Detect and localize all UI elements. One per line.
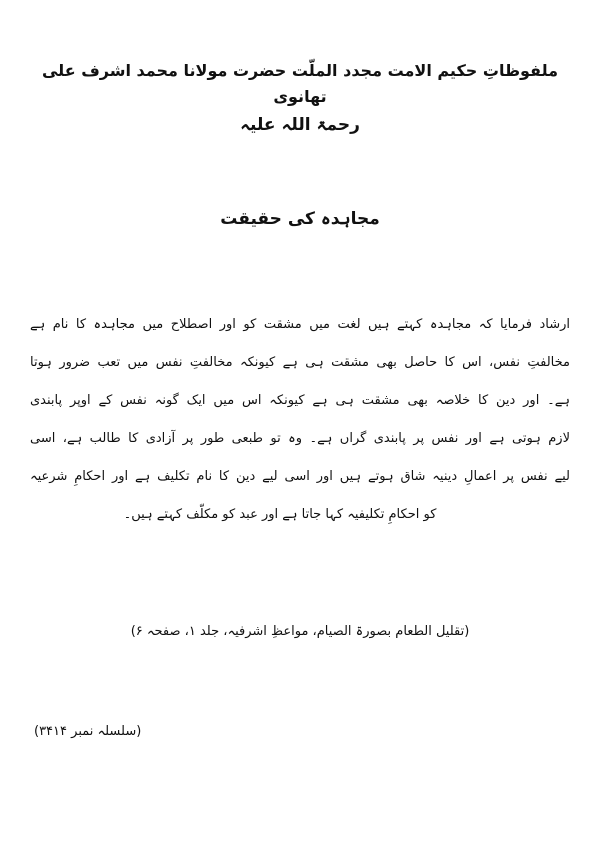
body-line: مخالفتِ نفس، اس کا حاصل بھی مشقت ہی ہے کیونکہ مخالفتِ نفس میں تعب ضرور ہوتا [30, 355, 570, 370]
document-title: ملفوظاتِ حکیم الامت مجدد الملّت حضرت مولانا محمد اشرف علی تھانوی [41, 61, 558, 106]
source-citation: (تقلیل الطعام بصورۃ الصیام، مواعظِ اشرفیہ، جلد ۱، صفحہ ۶) [130, 624, 470, 639]
body-line: لیے نفس پر اعمالِ دینیہ شاق ہوتے ہیں اور اسی لیے دین کا نام تکلیف ہے اور احکامِ شرعیہ [30, 469, 570, 484]
article-heading: مجاہدہ کی حقیقت [220, 209, 380, 229]
body-line: ہے۔ اور دین کا خلاصہ بھی مشقت ہی ہے کیونکہ اس میں ایک گونہ نفس کے اوپر پابندی [30, 393, 570, 408]
body-line: کو احکامِ تکلیفیہ کہا جاتا ہے اور عبد کو مکلّف کہتے ہیں۔ [123, 507, 437, 522]
document-subtitle: رحمۃ اللہ علیہ [240, 115, 360, 135]
article-body [30, 306, 570, 534]
body-line: لازم ہوتی ہے اور نفس پر پابندی گراں ہے۔ وہ تو طبعی طور پر آزادی کا طالب ہے، اسی [30, 431, 570, 446]
body-line: ارشاد فرمایا کہ مجاہدہ کہتے ہیں لغت میں مشقت کو اور اصطلاح میں مجاہدہ کا نام ہے [30, 317, 570, 332]
serial-number: (سلسلہ نمبر ۳۴۱۴) [34, 724, 142, 739]
